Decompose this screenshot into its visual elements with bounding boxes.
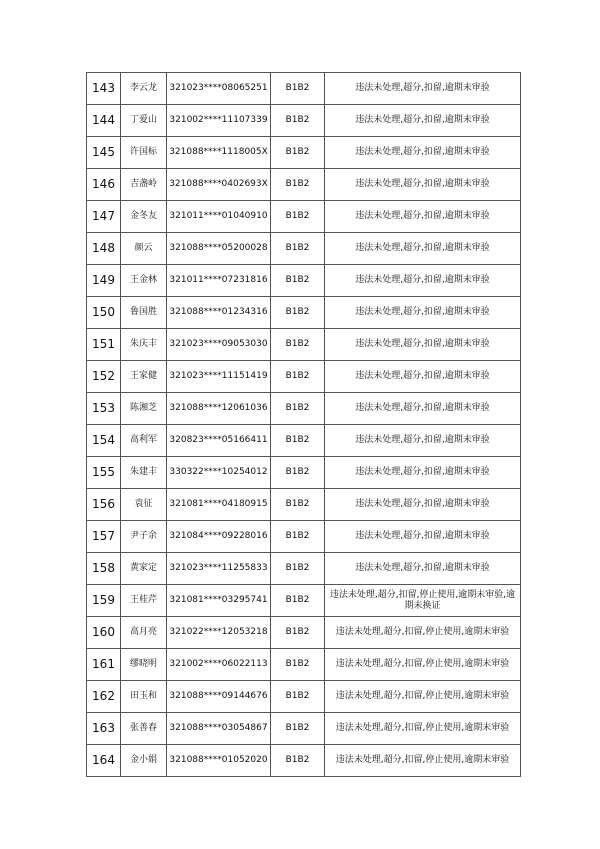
- id-number: 320823****05166411: [167, 425, 271, 457]
- row-number: 155: [87, 457, 121, 489]
- row-number: 150: [87, 297, 121, 329]
- license-class: B1B2: [271, 233, 325, 265]
- row-number: 158: [87, 553, 121, 585]
- person-name: 缪晓明: [121, 649, 167, 681]
- table-row: [87, 169, 521, 201]
- license-status: 违法未处理,超分,扣留,停止使用,逾期未审验: [325, 713, 521, 745]
- table-row: [87, 681, 521, 713]
- license-class: B1B2: [271, 105, 325, 137]
- row-number: 157: [87, 521, 121, 553]
- table-row: [87, 297, 521, 329]
- table-row: [87, 553, 521, 585]
- person-name: 许国标: [121, 137, 167, 169]
- id-number: 321088****12061036: [167, 393, 271, 425]
- license-status: 违法未处理,超分,扣留,逾期未审验: [325, 201, 521, 233]
- table-row: [87, 521, 521, 553]
- table-row: [87, 105, 521, 137]
- license-class: B1B2: [271, 73, 325, 105]
- id-number: 321011****07231816: [167, 265, 271, 297]
- row-number: 161: [87, 649, 121, 681]
- license-status: 违法未处理,超分,扣留,停止使用,逾期未审验: [325, 745, 521, 777]
- id-number: 321081****03295741: [167, 585, 271, 617]
- table-row: [87, 425, 521, 457]
- id-number: 321088****03054867: [167, 713, 271, 745]
- license-class: B1B2: [271, 361, 325, 393]
- license-class: B1B2: [271, 265, 325, 297]
- license-class: B1B2: [271, 553, 325, 585]
- license-class: B1B2: [271, 297, 325, 329]
- license-status: 违法未处理,超分,扣留,停止使用,逾期未审验: [325, 617, 521, 649]
- license-status: 违法未处理,超分,扣留,逾期未审验: [325, 489, 521, 521]
- license-status: 违法未处理,超分,扣留,逾期未审验: [325, 233, 521, 265]
- table-row: [87, 457, 521, 489]
- license-status: 违法未处理,超分,扣留,逾期未审验: [325, 393, 521, 425]
- id-number: 321002****06022113: [167, 649, 271, 681]
- id-number: 321011****01040910: [167, 201, 271, 233]
- id-number: 321084****09228016: [167, 521, 271, 553]
- license-class: B1B2: [271, 713, 325, 745]
- table-row: [87, 361, 521, 393]
- license-class: B1B2: [271, 745, 325, 777]
- person-name: 吉盏岭: [121, 169, 167, 201]
- table-row: [87, 201, 521, 233]
- row-number: 143: [87, 73, 121, 105]
- person-name: 田玉和: [121, 681, 167, 713]
- person-name: 王家健: [121, 361, 167, 393]
- id-number: 321023****11151419: [167, 361, 271, 393]
- row-number: 144: [87, 105, 121, 137]
- person-name: 王金林: [121, 265, 167, 297]
- person-name: 金冬友: [121, 201, 167, 233]
- license-class: B1B2: [271, 329, 325, 361]
- row-number: 159: [87, 585, 121, 617]
- table-row: [87, 585, 521, 617]
- person-name: 颜云: [121, 233, 167, 265]
- license-status: 违法未处理,超分,扣留,停止使用,逾期未审验: [325, 649, 521, 681]
- person-name: 袁征: [121, 489, 167, 521]
- license-status: 违法未处理,超分,扣留,逾期未审验: [325, 297, 521, 329]
- row-number: 162: [87, 681, 121, 713]
- table-row: [87, 617, 521, 649]
- person-name: 金小娟: [121, 745, 167, 777]
- table-row: [87, 265, 521, 297]
- id-number: 321002****11107339: [167, 105, 271, 137]
- license-status: 违法未处理,超分,扣留,逾期未审验: [325, 425, 521, 457]
- row-number: 154: [87, 425, 121, 457]
- row-number: 160: [87, 617, 121, 649]
- license-status: 违法未处理,超分,扣留,逾期未审验: [325, 137, 521, 169]
- person-name: 丁爱山: [121, 105, 167, 137]
- id-number: 321023****08065251: [167, 73, 271, 105]
- row-number: 156: [87, 489, 121, 521]
- person-name: 高利军: [121, 425, 167, 457]
- license-class: B1B2: [271, 489, 325, 521]
- table-row: [87, 489, 521, 521]
- license-class: B1B2: [271, 617, 325, 649]
- table-body: [87, 73, 521, 777]
- id-number: 321023****11255833: [167, 553, 271, 585]
- row-number: 146: [87, 169, 121, 201]
- person-name: 鲁国胜: [121, 297, 167, 329]
- license-status: 违法未处理,超分,扣留,停止使用,逾期未审验: [325, 681, 521, 713]
- license-class: B1B2: [271, 425, 325, 457]
- license-class: B1B2: [271, 681, 325, 713]
- row-number: 152: [87, 361, 121, 393]
- license-class: B1B2: [271, 393, 325, 425]
- license-class: B1B2: [271, 169, 325, 201]
- row-number: 163: [87, 713, 121, 745]
- license-class: B1B2: [271, 457, 325, 489]
- person-name: 尹子余: [121, 521, 167, 553]
- license-status: 违法未处理,超分,扣留,逾期未审验: [325, 361, 521, 393]
- license-status: 违法未处理,超分,扣留,逾期未审验: [325, 553, 521, 585]
- id-number: 321023****09053030: [167, 329, 271, 361]
- table-row: [87, 713, 521, 745]
- table-row: [87, 745, 521, 777]
- license-status: 违法未处理,超分,扣留,逾期未审验: [325, 521, 521, 553]
- license-status: 违法未处理,超分,扣留,逾期未审验: [325, 105, 521, 137]
- id-number: 321088****01052020: [167, 745, 271, 777]
- row-number: 149: [87, 265, 121, 297]
- id-number: 321022****12053218: [167, 617, 271, 649]
- id-number: 321088****0402693X: [167, 169, 271, 201]
- person-name: 张善春: [121, 713, 167, 745]
- row-number: 164: [87, 745, 121, 777]
- license-class: B1B2: [271, 585, 325, 617]
- license-class: B1B2: [271, 649, 325, 681]
- id-number: 321088****1118005X: [167, 137, 271, 169]
- person-name: 高月亮: [121, 617, 167, 649]
- table-row: [87, 393, 521, 425]
- row-number: 147: [87, 201, 121, 233]
- driver-license-table: [86, 72, 521, 777]
- id-number: 321088****09144676: [167, 681, 271, 713]
- table-row: [87, 233, 521, 265]
- license-class: B1B2: [271, 521, 325, 553]
- table-row: [87, 137, 521, 169]
- table-row: [87, 329, 521, 361]
- person-name: 黄家定: [121, 553, 167, 585]
- license-status: 违法未处理,超分,扣留,逾期未审验: [325, 457, 521, 489]
- license-class: B1B2: [271, 201, 325, 233]
- row-number: 145: [87, 137, 121, 169]
- person-name: 朱庆丰: [121, 329, 167, 361]
- row-number: 151: [87, 329, 121, 361]
- license-status: 违法未处理,超分,扣留,逾期未审验: [325, 73, 521, 105]
- license-class: B1B2: [271, 137, 325, 169]
- person-name: 陈湘芝: [121, 393, 167, 425]
- table-row: [87, 73, 521, 105]
- table-row: [87, 649, 521, 681]
- license-status: 违法未处理,超分,扣留,逾期未审验: [325, 265, 521, 297]
- id-number: 321081****04180915: [167, 489, 271, 521]
- license-status: 违法未处理,超分,扣留,逾期未审验: [325, 169, 521, 201]
- row-number: 148: [87, 233, 121, 265]
- person-name: 李云龙: [121, 73, 167, 105]
- person-name: 王桂芹: [121, 585, 167, 617]
- id-number: 321088****01234316: [167, 297, 271, 329]
- id-number: 330322****10254012: [167, 457, 271, 489]
- license-status: 违法未处理,超分,扣留,停止使用,逾期未审验,逾期未换证: [325, 585, 521, 617]
- row-number: 153: [87, 393, 121, 425]
- person-name: 朱建丰: [121, 457, 167, 489]
- license-status: 违法未处理,超分,扣留,逾期未审验: [325, 329, 521, 361]
- id-number: 321088****05200028: [167, 233, 271, 265]
